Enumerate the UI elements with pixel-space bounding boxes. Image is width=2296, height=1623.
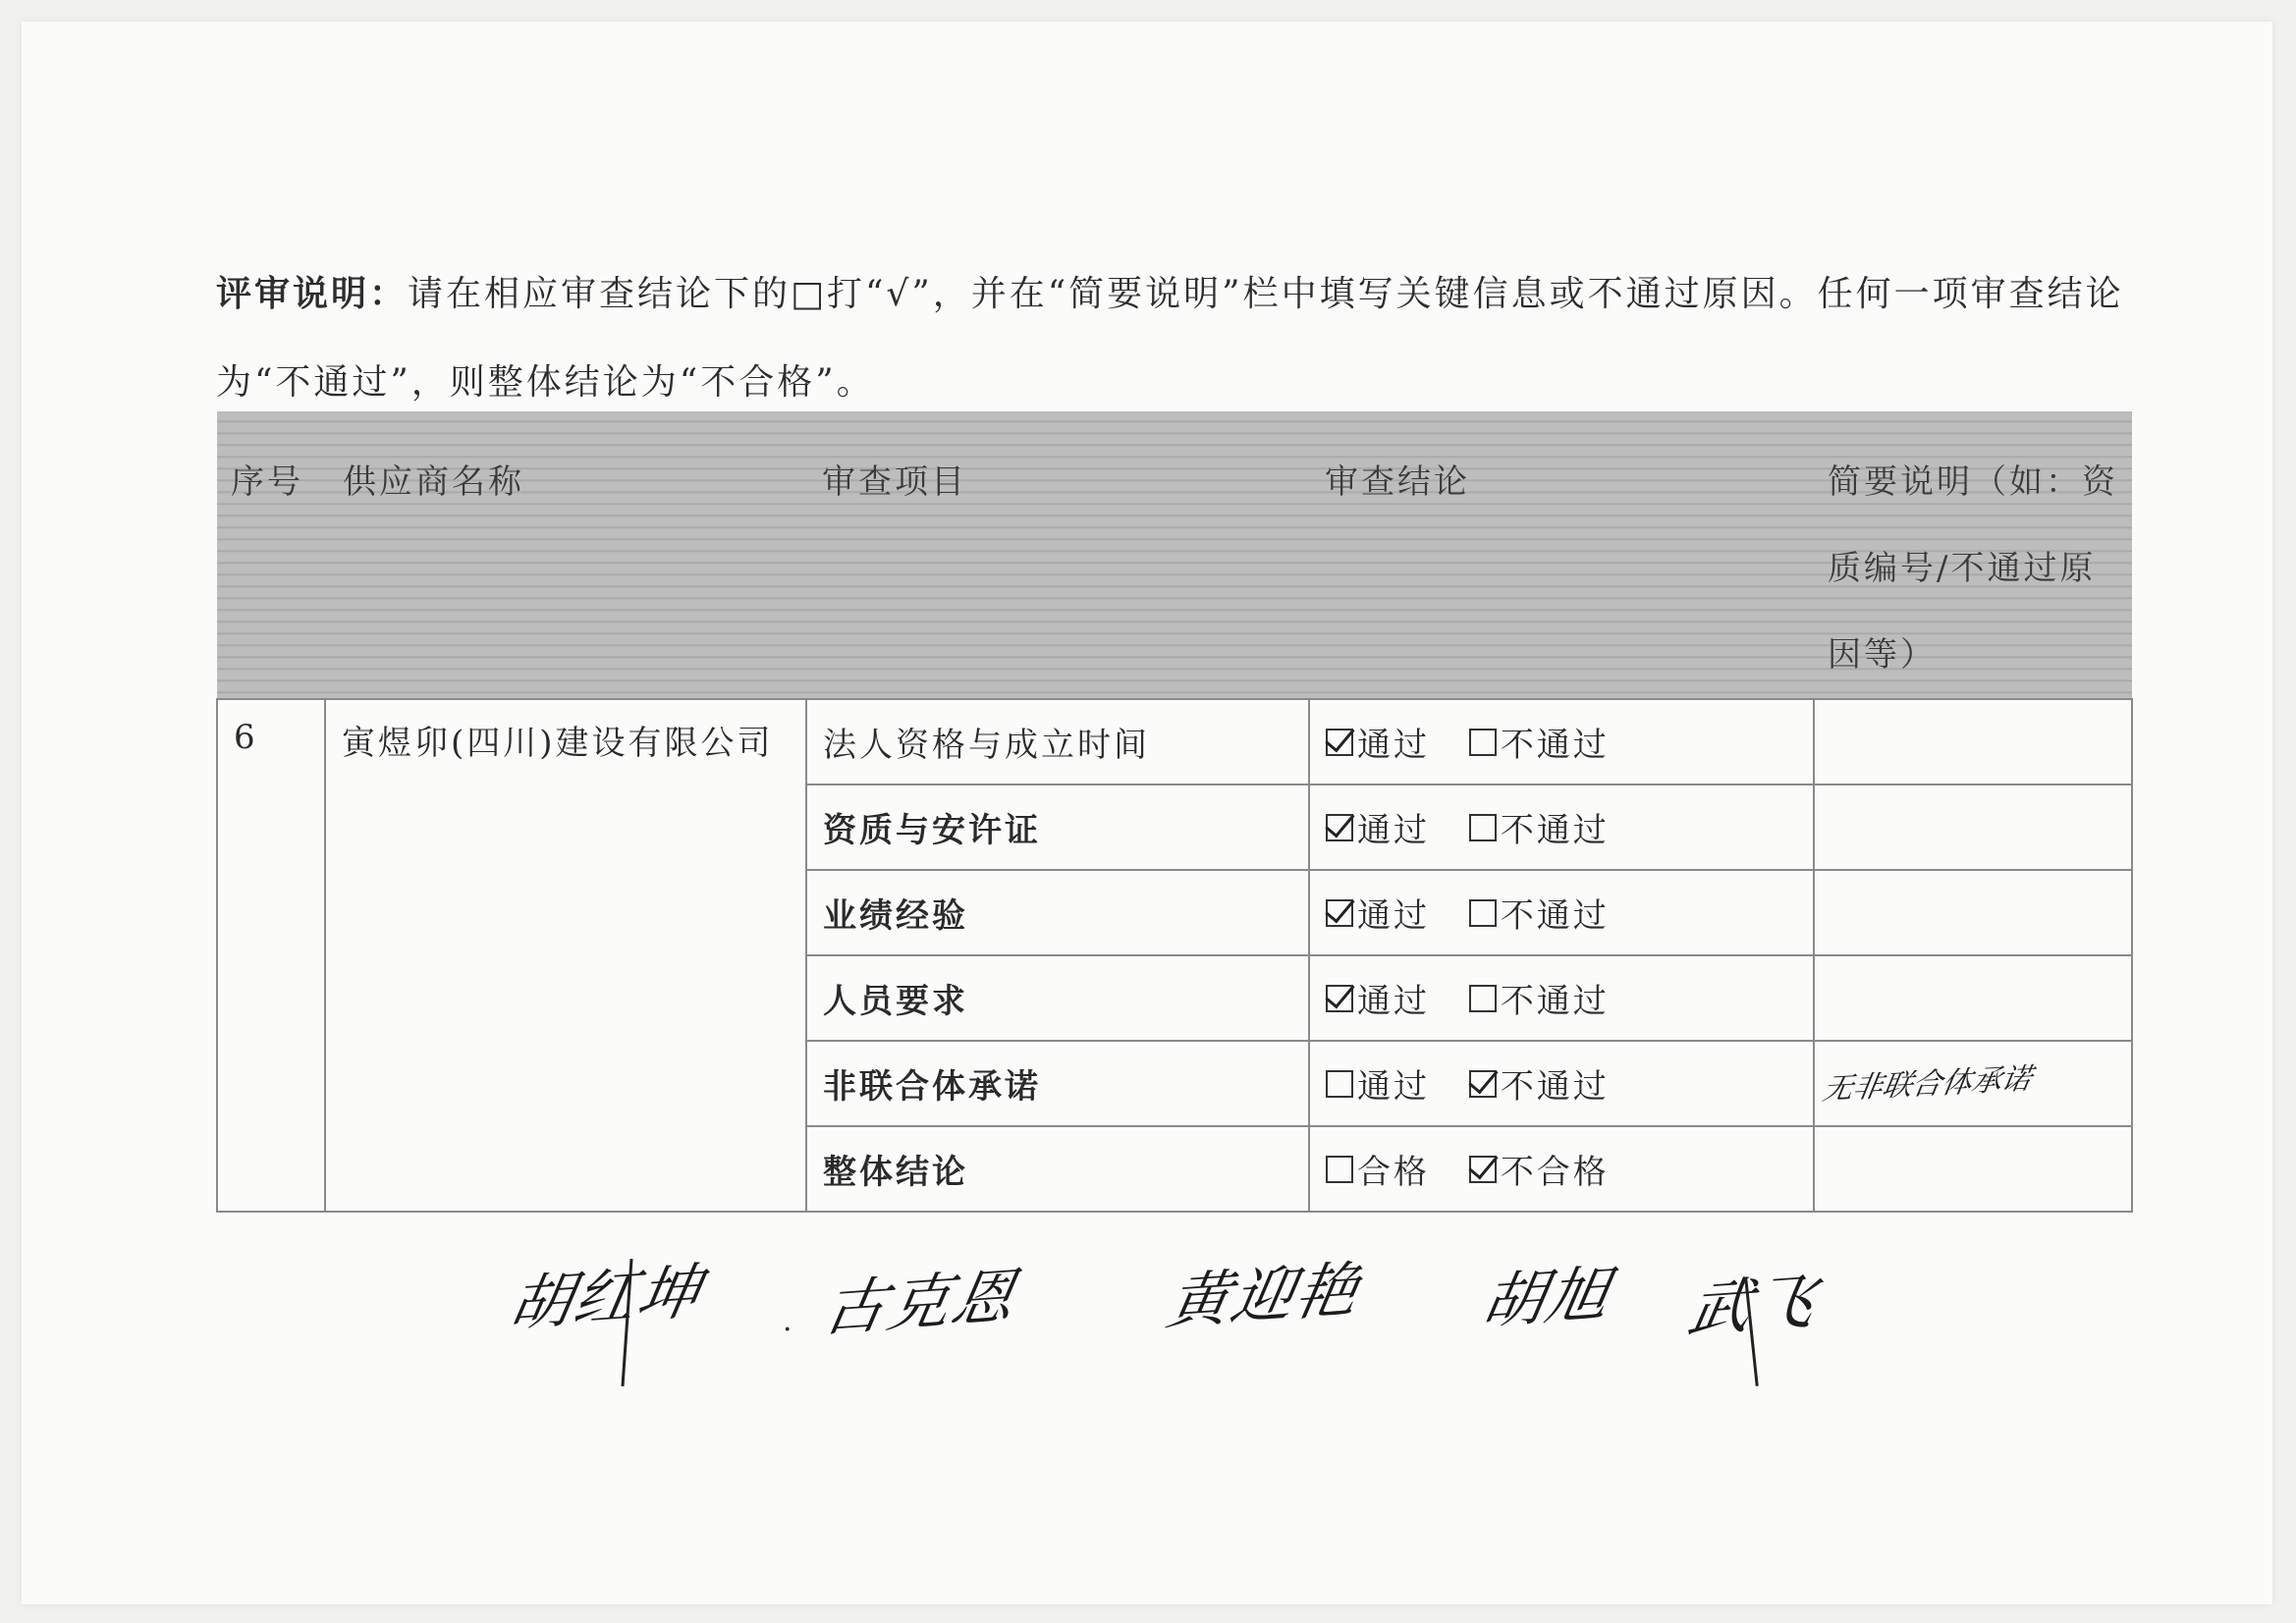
pass-checkbox[interactable] [1326, 1156, 1353, 1183]
fail-option[interactable] [1469, 974, 1610, 1022]
table-header-row [217, 411, 2132, 699]
signature: 黄迎艳 [1162, 1253, 1367, 1338]
fail-option[interactable] [1469, 718, 1610, 766]
header-note: 简要说明（如：资质编号/不通过原因等） [1814, 411, 2132, 699]
pass-label: 通过 [1357, 726, 1430, 765]
fail-checkbox[interactable] [1469, 729, 1497, 756]
pass-checkbox[interactable] [1326, 985, 1353, 1012]
fail-option[interactable] [1469, 1145, 1610, 1193]
instructions-label: 评审说明： [216, 273, 409, 314]
note-cell [1814, 784, 2132, 870]
fail-label: 不通过 [1500, 982, 1610, 1021]
pass-option[interactable] [1326, 1059, 1430, 1108]
header-seq: 序号 [217, 411, 325, 699]
signature: 胡旭 [1476, 1257, 1617, 1338]
header-supplier: 供应商名称 [325, 411, 806, 699]
fail-label: 不合格 [1500, 1153, 1610, 1192]
table-row [217, 699, 2132, 784]
fail-label: 不通过 [1500, 896, 1610, 936]
header-item: 审查项目 [806, 411, 1309, 699]
result-cell [1309, 1041, 1814, 1126]
pass-option[interactable] [1326, 718, 1430, 766]
note-cell [1814, 1041, 2132, 1126]
signature: 古克恩 [818, 1260, 1023, 1345]
item-cell: 业绩经验 [806, 870, 1309, 955]
item-cell: 法人资格与成立时间 [806, 699, 1309, 784]
fail-label: 不通过 [1500, 1067, 1610, 1107]
fail-checkbox[interactable] [1469, 814, 1497, 841]
signature: 武飞 [1682, 1265, 1824, 1346]
signature-area [483, 1219, 1956, 1435]
note-cell [1814, 699, 2132, 784]
note-cell [1814, 870, 2132, 955]
fail-label: 不通过 [1500, 726, 1610, 765]
fail-label: 不通过 [1500, 811, 1610, 850]
fail-option[interactable] [1469, 1059, 1610, 1108]
review-table [216, 411, 2133, 1213]
fail-checkbox[interactable] [1469, 1070, 1497, 1098]
item-cell: 人员要求 [806, 955, 1309, 1041]
pass-option[interactable] [1326, 889, 1430, 937]
fail-option[interactable] [1469, 803, 1610, 851]
pass-checkbox[interactable] [1326, 899, 1353, 927]
pass-label: 合格 [1357, 1153, 1430, 1192]
pass-label: 通过 [1357, 1067, 1430, 1107]
pass-checkbox[interactable] [1326, 729, 1353, 756]
result-cell [1309, 955, 1814, 1041]
fail-checkbox[interactable] [1469, 985, 1497, 1012]
result-cell [1309, 870, 1814, 955]
item-cell: 整体结论 [806, 1126, 1309, 1212]
fail-option[interactable] [1469, 889, 1610, 937]
result-cell [1309, 1126, 1814, 1212]
document-page [22, 22, 2272, 1604]
seq-cell: 6 [217, 699, 325, 1212]
note-cell [1814, 1126, 2132, 1212]
pass-label: 通过 [1357, 982, 1430, 1021]
pass-label: 通过 [1357, 811, 1430, 850]
fail-checkbox[interactable] [1469, 1156, 1497, 1183]
pass-option[interactable] [1326, 974, 1430, 1022]
supplier-cell: 寅煜卯(四川)建设有限公司 [325, 699, 806, 1212]
item-cell: 资质与安许证 [806, 784, 1309, 870]
separator-dot: · [783, 1313, 793, 1347]
fail-checkbox[interactable] [1469, 899, 1497, 927]
pass-option[interactable] [1326, 1145, 1430, 1193]
review-instructions [216, 249, 2141, 427]
pass-checkbox[interactable] [1326, 1070, 1353, 1098]
header-result: 审查结论 [1309, 411, 1814, 699]
instructions-text: 请在相应审查结论下的□打“√”，并在“简要说明”栏中填写关键信息或不通过原因。任何一项审查结论为“不通过”，则整体结论为“不合格”。 [216, 274, 2124, 403]
pass-label: 通过 [1357, 896, 1430, 936]
pass-option[interactable] [1326, 803, 1430, 851]
pass-checkbox[interactable] [1326, 814, 1353, 841]
item-cell: 非联合体承诺 [806, 1041, 1309, 1126]
note-cell [1814, 955, 2132, 1041]
note-text: 无非联合体承诺 [1820, 1061, 2035, 1108]
signature: 胡红坤 [504, 1255, 709, 1340]
result-cell [1309, 784, 1814, 870]
result-cell [1309, 699, 1814, 784]
